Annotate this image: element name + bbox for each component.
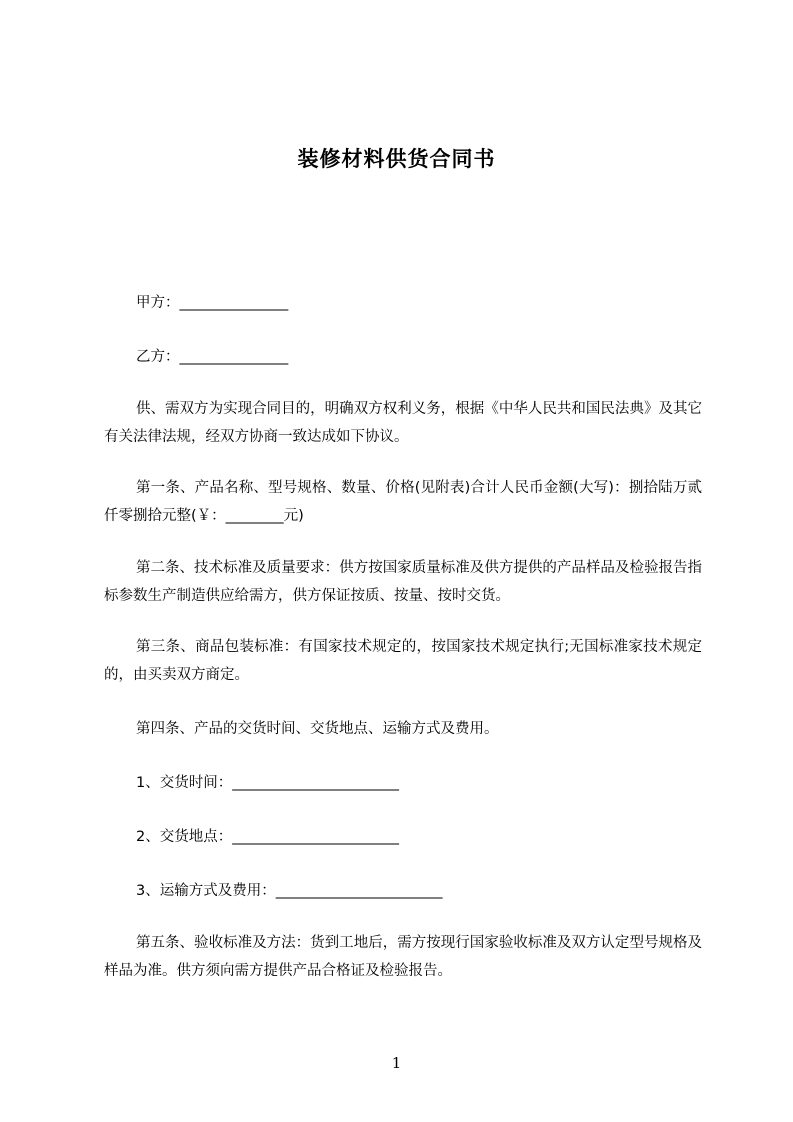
- delivery-location-line: 2、交货地点：_______________________: [136, 829, 399, 845]
- party-a-line: 甲方：_______________: [136, 295, 289, 311]
- delivery-time-line: 1、交货时间：_______________________: [136, 775, 399, 791]
- article-3-paragraph: 第三条、商品包装标准：有国家技术规定的，按国家技术规定执行;无国标准家技术规定的，由买卖双方商定。: [104, 639, 702, 683]
- intro-paragraph: 供、需双方为实现合同目的，明确双方权利义务，根据《中华人民共和国民法典》及其它有关法律法规，经双方协商一致达成如下协议。: [104, 401, 702, 445]
- article-4-line: 第四条、产品的交货时间、交货地点、运输方式及费用。: [136, 721, 499, 737]
- article-5-paragraph: 第五条、验收标准及方法：货到工地后，需方按现行国家验收标准及双方认定型号规格及样品为准。供方须向需方提供产品合格证及检验报告。: [104, 935, 702, 979]
- page-number: 1: [391, 1054, 402, 1072]
- party-b-line: 乙方：_______________: [136, 349, 289, 365]
- transport-cost-line: 3、运输方式及费用：_______________________: [136, 883, 443, 899]
- article-2-paragraph: 第二条、技术标准及质量要求：供方按国家质量标准及供方提供的产品样品及检验报告指标参数生产制造供应给需方，供方保证按质、按量、按时交货。: [104, 560, 702, 604]
- article-1-paragraph: 第一条、产品名称、型号规格、数量、价格(见附表)合计人民币金额(大写)：捌拾陆万贰仟零捌拾元整(￥：________元): [104, 480, 702, 524]
- document-title: 装修材料供货合同书: [297, 147, 496, 171]
